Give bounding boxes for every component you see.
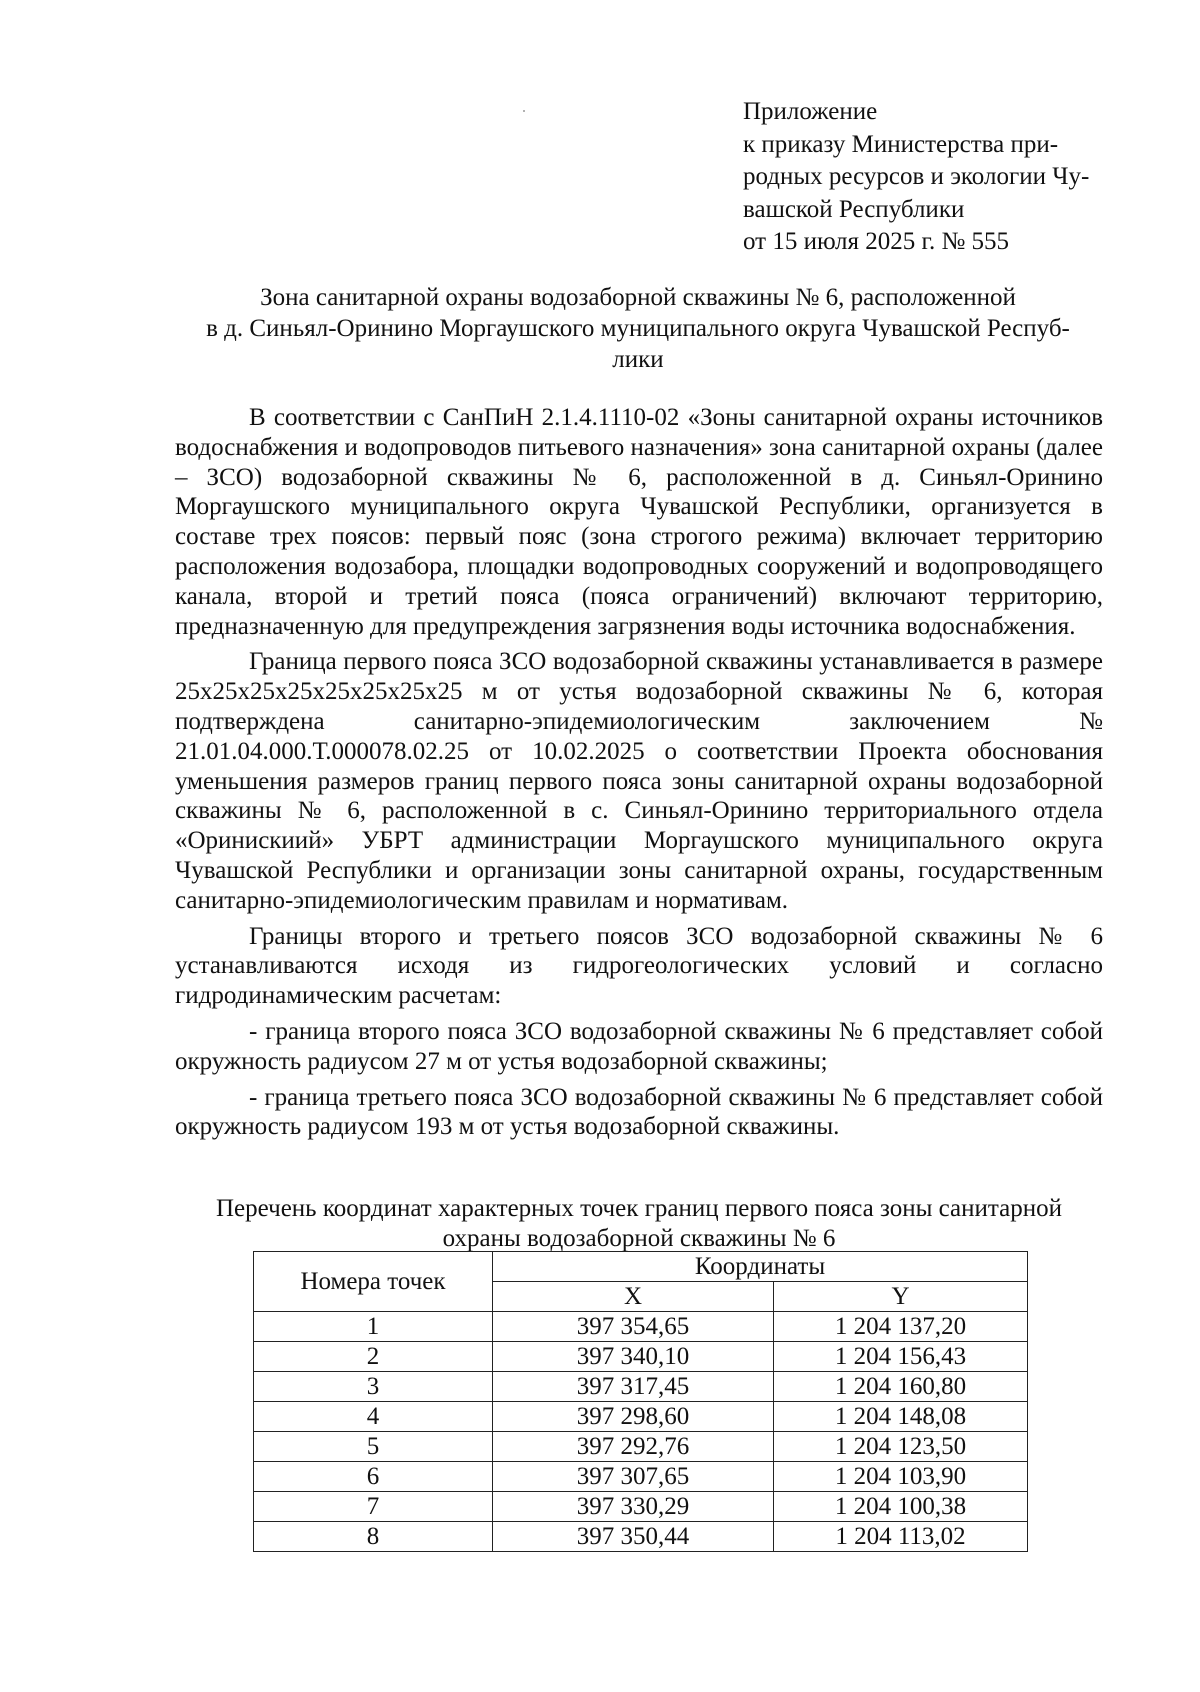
coord-x: 397 340,10 (493, 1342, 774, 1372)
appendix-line: Приложение (743, 98, 878, 125)
appendix-line: вашской Республики (743, 195, 965, 223)
table-row (254, 1522, 1028, 1552)
point-number: 2 (254, 1342, 493, 1372)
coord-y: 1 204 103,90 (774, 1462, 1028, 1492)
paragraph: - граница второго пояса ЗСО водозаборной скважины № 6 представляет собой окружность радиусом 27 м от устья водозаборной скважины; (175, 1017, 1103, 1075)
scan-speck (523, 110, 525, 112)
appendix-line: от 15 июля 2025 г. № 555 (743, 228, 1010, 255)
table-caption (175, 1194, 1103, 1254)
coord-y: 1 204 148,08 (774, 1402, 1028, 1432)
document-title (178, 282, 1098, 375)
paragraph: - граница третьего пояса ЗСО водозаборной скважины № 6 представляет собой окружность радиусом 193 м от устья водозаборной скважины. (175, 1083, 1103, 1141)
appendix-line: родных ресурсов и экологии Чу- (743, 163, 1090, 190)
coord-x: 397 317,45 (493, 1372, 774, 1402)
point-number: 8 (254, 1522, 493, 1552)
point-number: 1 (254, 1312, 493, 1342)
coord-x: 397 307,65 (493, 1462, 774, 1492)
point-number: 3 (254, 1372, 493, 1402)
coord-x: 397 354,65 (493, 1312, 774, 1342)
paragraph: Граница первого пояса ЗСО водозаборной скважины устанавливается в размере 25х25х25х25х25х25х25х25 м от устья водозаборной скважины № 6, которая подтверждена санитарно-эпидемиологическим заключением № 21.01.04.000.Т.000078.02.25 от 10.02.2025 о соответствии Проекта обоснования уменьшения размеров границ первого пояса зоны санитарной охраны водозаборной скважины № 6, расположенной в с. Синьял-Оринино территориального отдела «Оринискиий» УБРТ администрации Моргаушского муниципального округа Чувашской Республики и организации зоны санитарной охраны, государственным санитарно-эпидемиологическим правилам и нормативам. (175, 648, 1103, 914)
table-row (254, 1342, 1028, 1372)
document-body (175, 403, 1103, 1148)
table-row (254, 1462, 1028, 1492)
point-number: 7 (254, 1492, 493, 1522)
header-points: Номера точек (254, 1252, 493, 1312)
coord-y: 1 204 137,20 (774, 1312, 1028, 1342)
caption-line: Перечень координат характерных точек границ первого пояса зоны санитарной (216, 1195, 1062, 1222)
table-row (254, 1372, 1028, 1402)
table-header-row (254, 1252, 1028, 1282)
point-number: 5 (254, 1432, 493, 1462)
title-line: в д. Синьял-Оринино Моргаушского муниципального округа Чувашской Респуб- (206, 315, 1070, 342)
point-number: 6 (254, 1462, 493, 1492)
paragraph: В соответствии с СанПиН 2.1.4.1110-02 «Зоны санитарной охраны источников водоснабжения и водопроводов питьевого назначения» зона санитарной охраны (далее – ЗСО) водозаборной скважины № 6, расположенной в д. Синьял-Оринино Моргаушского муниципального округа Чувашской Республики, организуется в составе трех поясов: первый пояс (зона строгого режима) включает территорию расположения водозабора, площадки водопроводных сооружений и водопроводящего канала, второй и третий пояса (пояса ограничений) включают территорию, предназначенную для предупреждения загрязнения воды источника водоснабжения. (175, 404, 1103, 640)
table-row (254, 1312, 1028, 1342)
coord-y: 1 204 160,80 (774, 1372, 1028, 1402)
header-coordinates: Координаты (493, 1252, 1028, 1282)
caption-line: охраны водозаборной скважины № 6 (442, 1225, 836, 1252)
appendix-header (743, 96, 1123, 259)
coord-x: 397 330,29 (493, 1492, 774, 1522)
table-row (254, 1492, 1028, 1522)
coord-x: 397 298,60 (493, 1402, 774, 1432)
title-line: лики (612, 346, 664, 373)
coord-y: 1 204 113,02 (774, 1522, 1028, 1552)
paragraph: Границы второго и третьего поясов ЗСО водозаборной скважины № 6 устанавливаются исходя из гидрогеологических условий и согласно гидродинамическим расчетам: (175, 922, 1103, 1010)
table-row (254, 1432, 1028, 1462)
coord-y: 1 204 123,50 (774, 1432, 1028, 1462)
coord-y: 1 204 100,38 (774, 1492, 1028, 1522)
coord-x: 397 292,76 (493, 1432, 774, 1462)
appendix-line: к приказу Министерства при- (743, 130, 1059, 158)
coord-x: 397 350,44 (493, 1522, 774, 1552)
header-x: X (493, 1282, 774, 1312)
title-line: Зона санитарной охраны водозаборной скважины № 6, расположенной (260, 284, 1016, 311)
coordinates-table (253, 1251, 1028, 1552)
point-number: 4 (254, 1402, 493, 1432)
table-row (254, 1402, 1028, 1432)
header-y: Y (774, 1282, 1028, 1312)
coord-y: 1 204 156,43 (774, 1342, 1028, 1372)
